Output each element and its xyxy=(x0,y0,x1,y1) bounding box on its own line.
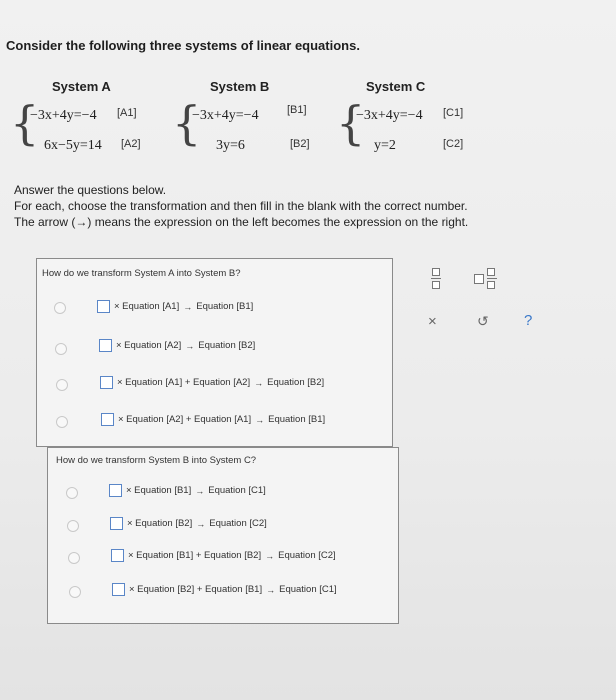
system-c-brace: { xyxy=(336,96,366,150)
option-left: × Equation [B2] + Equation [B1] xyxy=(129,584,263,595)
system-a-brace: { xyxy=(10,96,40,150)
fraction-icon[interactable] xyxy=(431,268,441,289)
question-b-panel xyxy=(47,447,399,624)
question-b-option-2[interactable] xyxy=(110,517,267,530)
mixed-number-icon[interactable] xyxy=(474,268,497,289)
system-c-eq2: y=2 xyxy=(374,138,396,153)
instruction-line-1: Answer the questions below. xyxy=(14,183,167,197)
system-c-heading: System C xyxy=(366,79,426,94)
blank-input-a4[interactable] xyxy=(101,413,114,426)
instruction-line-3 xyxy=(14,215,468,229)
system-b-heading: System B xyxy=(210,79,270,94)
system-b-brace: { xyxy=(172,96,202,150)
clear-icon[interactable]: × xyxy=(428,313,437,330)
option-left: × Equation [B2] xyxy=(127,518,193,529)
option-right: Equation [C1] xyxy=(208,485,266,496)
option-right: Equation [B1] xyxy=(196,301,254,312)
arrow-icon: → xyxy=(266,584,276,595)
question-a-radio-3[interactable] xyxy=(56,379,68,391)
question-a-radio-1[interactable] xyxy=(54,302,66,314)
question-a-option-4[interactable] xyxy=(101,413,325,426)
system-a-tag1: [A1] xyxy=(117,107,137,119)
question-a-prompt: How do we transform System A into System B? xyxy=(42,268,241,279)
system-b-tag2: [B2] xyxy=(290,138,310,150)
instruction-line-2: For each, choose the transformation and then fill in the blank with the correct number. xyxy=(14,199,468,213)
system-a-eq1: −3x+4y=−4 xyxy=(30,108,97,123)
option-right: Equation [C1] xyxy=(279,584,337,595)
system-b-eq1: −3x+4y=−4 xyxy=(192,108,259,123)
system-a-tag2: [A2] xyxy=(121,138,141,150)
question-a-option-3[interactable] xyxy=(100,376,324,389)
question-b-prompt: How do we transform System B into System C? xyxy=(56,455,257,466)
question-b-radio-3[interactable] xyxy=(68,552,80,564)
instruction-line-3b: ) means the expression on the left becomes the expression on the right. xyxy=(87,215,469,229)
question-a-panel xyxy=(36,258,393,447)
question-b-radio-2[interactable] xyxy=(67,520,79,532)
question-b-option-4[interactable] xyxy=(112,583,337,596)
option-right: Equation [C2] xyxy=(278,550,336,561)
arrow-icon: → xyxy=(196,518,206,529)
blank-input-b1[interactable] xyxy=(109,484,122,497)
option-right: Equation [B1] xyxy=(268,414,326,425)
question-b-option-1[interactable] xyxy=(109,484,266,497)
undo-icon[interactable]: ↺ xyxy=(477,313,489,329)
question-b-option-3[interactable] xyxy=(111,549,336,562)
question-a-radio-4[interactable] xyxy=(56,416,68,428)
arrow-icon: → xyxy=(254,377,264,388)
page-title: Consider the following three systems of linear equations. xyxy=(6,38,360,53)
blank-input-a3[interactable] xyxy=(100,376,113,389)
option-left: × Equation [A2] + Equation [A1] xyxy=(118,414,252,425)
blank-input-b4[interactable] xyxy=(112,583,125,596)
arrow-icon: → xyxy=(265,550,275,561)
option-right: Equation [B2] xyxy=(198,340,256,351)
blank-input-a1[interactable] xyxy=(97,300,110,313)
instruction-line-3a: The arrow ( xyxy=(14,215,76,229)
system-c-tag2: [C2] xyxy=(443,138,464,150)
blank-input-b3[interactable] xyxy=(111,549,124,562)
blank-input-a2[interactable] xyxy=(99,339,112,352)
option-right: Equation [C2] xyxy=(209,518,267,529)
question-a-radio-2[interactable] xyxy=(55,343,67,355)
option-left: × Equation [A1] + Equation [A2] xyxy=(117,377,251,388)
system-a-eq2: 6x−5y=14 xyxy=(44,138,102,153)
arrow-icon: → xyxy=(75,215,88,229)
system-b-tag1: [B1] xyxy=(287,104,307,116)
system-b-eq2: 3y=6 xyxy=(216,138,245,153)
question-b-radio-4[interactable] xyxy=(69,586,81,598)
option-right: Equation [B2] xyxy=(267,377,325,388)
option-left: × Equation [A1] xyxy=(114,301,180,312)
system-c-tag1: [C1] xyxy=(443,107,464,119)
arrow-icon: → xyxy=(185,340,195,351)
arrow-icon: → xyxy=(255,414,265,425)
arrow-icon: → xyxy=(183,301,193,312)
option-left: × Equation [B1] + Equation [B2] xyxy=(128,550,262,561)
blank-input-b2[interactable] xyxy=(110,517,123,530)
help-icon[interactable]: ? xyxy=(524,312,533,329)
question-b-radio-1[interactable] xyxy=(66,487,78,499)
question-a-option-2[interactable] xyxy=(99,339,255,352)
question-a-option-1[interactable] xyxy=(97,300,253,313)
option-left: × Equation [B1] xyxy=(126,485,192,496)
system-c-eq1: −3x+4y=−4 xyxy=(356,108,423,123)
system-a-heading: System A xyxy=(52,79,111,94)
option-left: × Equation [A2] xyxy=(116,340,182,351)
arrow-icon: → xyxy=(195,485,205,496)
